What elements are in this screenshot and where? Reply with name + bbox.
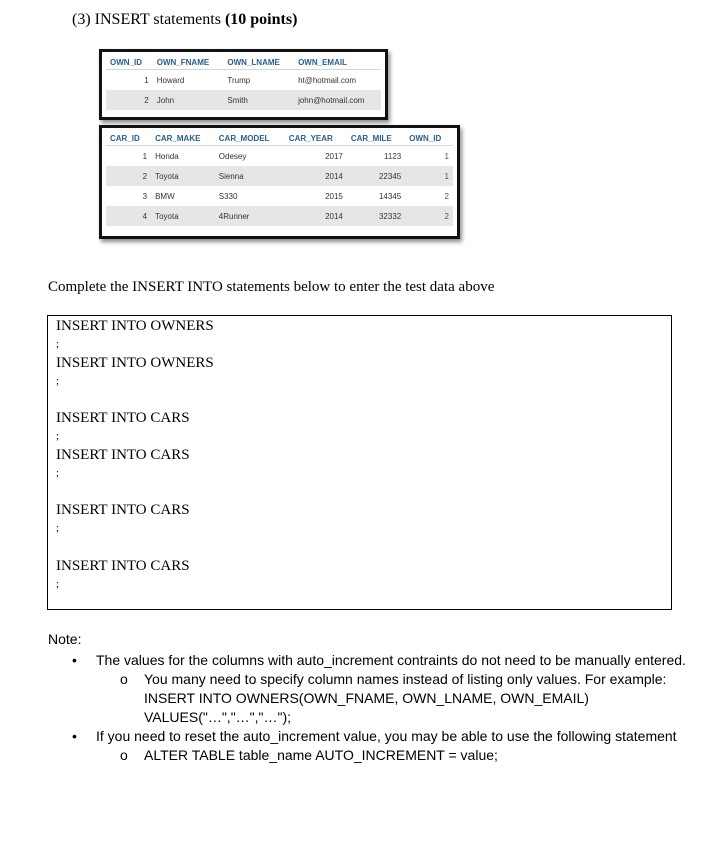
semicolon: ; (56, 430, 60, 442)
table-row (106, 166, 453, 186)
col-header: CAR_MILE (347, 131, 405, 146)
cell: 2 (106, 90, 153, 110)
notes-title: Note: (48, 631, 82, 647)
cell: 22345 (347, 166, 405, 186)
cell: Trump (227, 75, 251, 85)
cell: 1 (142, 151, 148, 161)
note-bullet (48, 651, 688, 670)
cell: ht@hotmail.com (298, 75, 356, 85)
cell: 2015 (325, 191, 343, 201)
insert-statement: INSERT INTO CARS (56, 502, 190, 518)
col-header: CAR_ID (106, 131, 151, 146)
cell: 1123 (384, 151, 402, 161)
owners-table-screenshot (99, 49, 388, 120)
cars-table (106, 131, 453, 226)
owners-table (106, 55, 381, 110)
cell: Toyota (151, 166, 215, 186)
cell: Sienna (215, 166, 285, 186)
semicolon: ; (56, 375, 60, 387)
cell: S330 (218, 191, 238, 201)
cell: john@hotmail.com (294, 90, 381, 110)
cell: 1 (144, 75, 149, 85)
table-row (106, 186, 453, 206)
note-sub-bullet (48, 746, 688, 765)
bullet-icon: • (72, 728, 77, 744)
heading-text: (3) INSERT statements (72, 11, 225, 28)
question-heading (72, 11, 297, 29)
cell: Toyota (151, 206, 215, 226)
code-example: VALUES("…","…","…"); (144, 709, 292, 725)
heading-points: (10 points) (224, 11, 298, 28)
sub-bullet-icon: o (120, 671, 128, 687)
cell: 1 (405, 166, 453, 186)
col-header: CAR_YEAR (285, 131, 347, 146)
col-header: OWN_LNAME (223, 55, 294, 70)
cell: 3 (142, 191, 148, 201)
cell: Howard (156, 75, 185, 85)
instruction-text: Complete the INSERT INTO statements below to enter the test data above (48, 279, 495, 295)
cell: BMW (155, 191, 175, 201)
cell: 4Runner (215, 206, 285, 226)
table-row (106, 206, 453, 226)
cell: 1 (444, 151, 449, 161)
cell: 4 (106, 206, 151, 226)
code-example: INSERT INTO OWNERS(OWN_FNAME, OWN_LNAME, OWN_EMAIL) (144, 690, 589, 706)
notes-section (48, 630, 688, 765)
insert-statement: INSERT INTO OWNERS (56, 355, 214, 371)
col-header: OWN_ID (106, 55, 153, 70)
cell: 14345 (378, 191, 402, 201)
insert-statement: INSERT INTO OWNERS (56, 318, 214, 334)
table-header-row (106, 131, 453, 146)
insert-statement: INSERT INTO CARS (56, 447, 190, 463)
cell: John (153, 90, 224, 110)
cell: 2 (444, 191, 449, 201)
note-text: You many need to specify column names instead of listing only values. For example: (144, 671, 667, 687)
col-header: OWN_FNAME (153, 55, 224, 70)
insert-statement: INSERT INTO CARS (56, 410, 190, 426)
sub-bullet-icon: o (120, 747, 128, 763)
table-row (106, 70, 381, 91)
cell: 2014 (285, 166, 347, 186)
table-header-row (106, 55, 381, 70)
cell: 2 (106, 166, 151, 186)
cell: 2 (405, 206, 453, 226)
table-row (106, 90, 381, 110)
col-header: OWN_ID (405, 131, 453, 146)
insert-statement: INSERT INTO CARS (56, 558, 190, 574)
cell: 32332 (347, 206, 405, 226)
semicolon: ; (56, 522, 60, 534)
cell: Odesey (218, 151, 247, 161)
note-sub-bullet (48, 670, 688, 727)
cell: Honda (155, 151, 179, 161)
cell: Smith (223, 90, 294, 110)
semicolon: ; (56, 467, 60, 479)
col-header: CAR_MODEL (215, 131, 285, 146)
col-header: OWN_EMAIL (294, 55, 381, 70)
note-text: If you need to reset the auto_increment value, you may be able to use the following statement (96, 728, 677, 744)
table-row (106, 146, 453, 167)
cell: 2017 (325, 151, 343, 161)
semicolon: ; (56, 338, 60, 350)
note-text: The values for the columns with auto_increment contraints do not need to be manually entered. (96, 652, 686, 668)
note-bullet (48, 727, 688, 746)
cell: 2014 (285, 206, 347, 226)
cars-table-screenshot (99, 125, 460, 239)
semicolon: ; (56, 578, 60, 590)
answer-box[interactable] (47, 315, 672, 610)
col-header: CAR_MAKE (151, 131, 215, 146)
bullet-icon: • (72, 652, 77, 668)
code-example: ALTER TABLE table_name AUTO_INCREMENT = value; (144, 747, 498, 763)
